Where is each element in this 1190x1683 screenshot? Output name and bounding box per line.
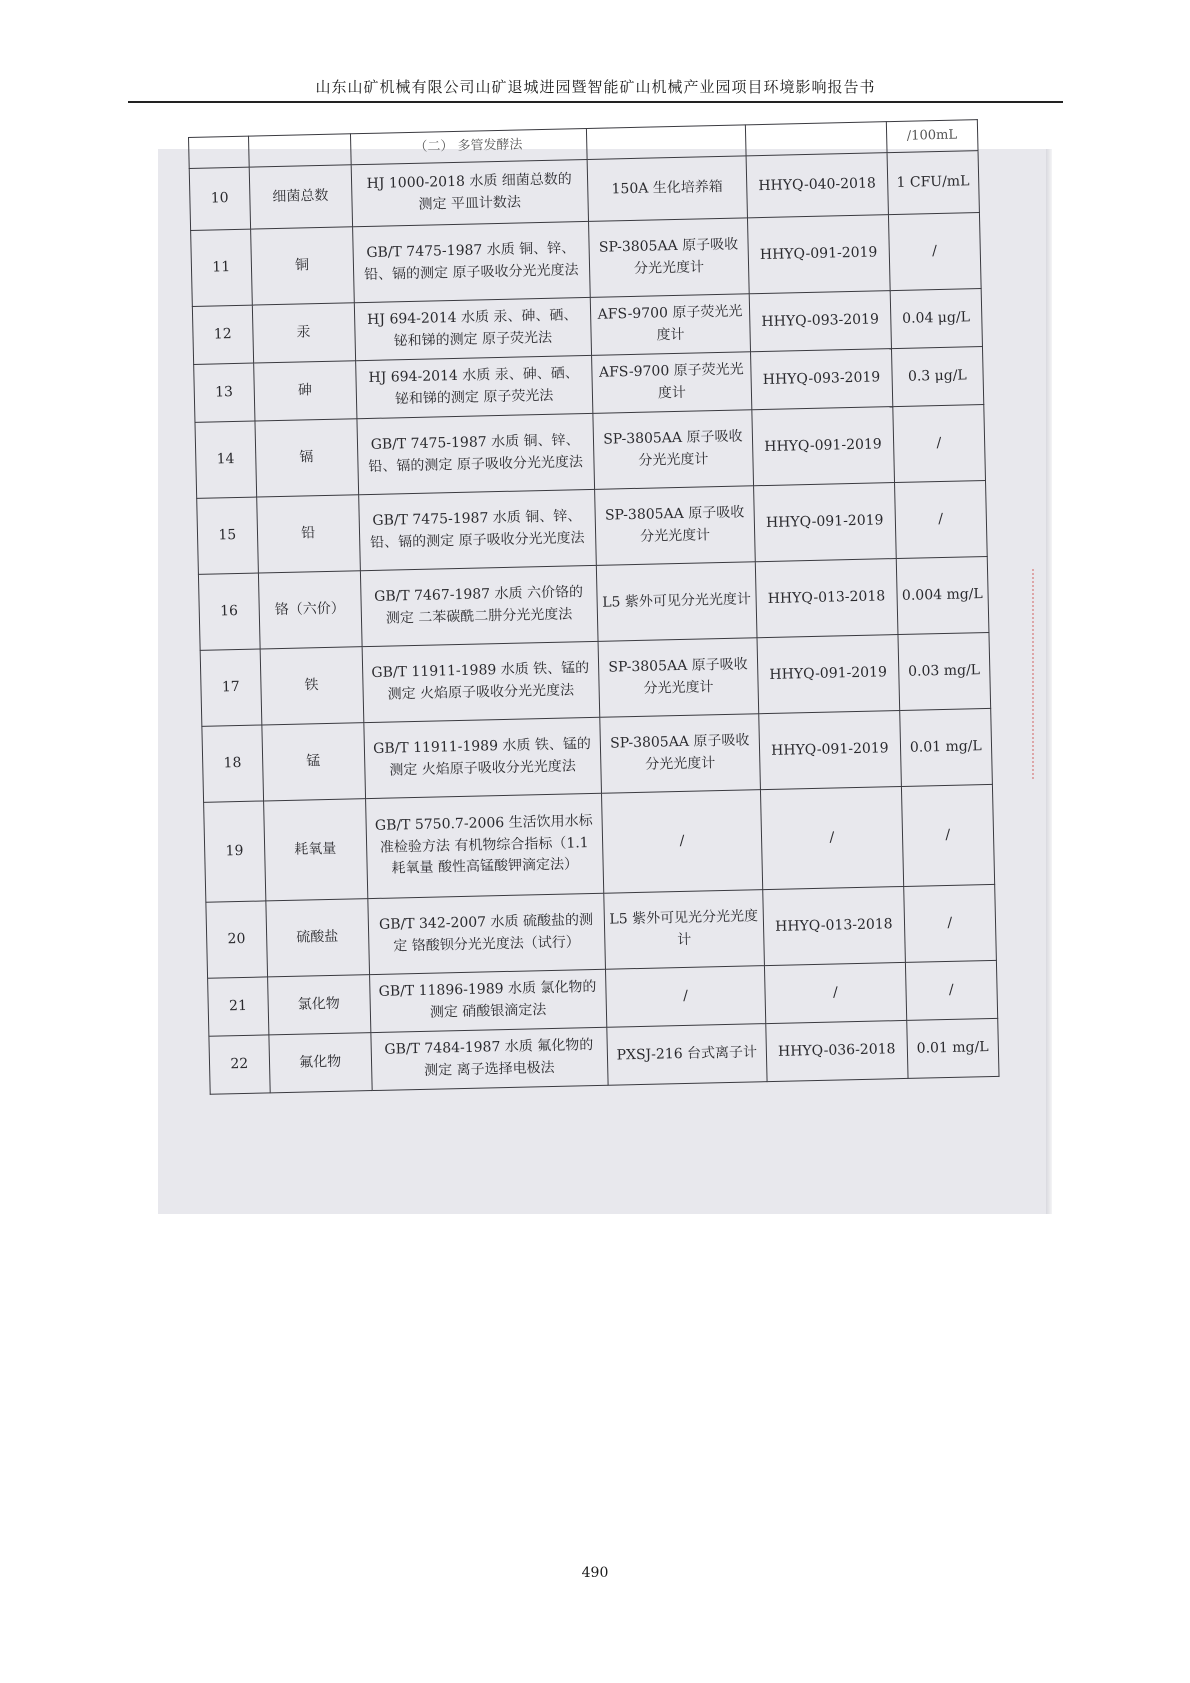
cell-code: / bbox=[761, 786, 904, 889]
cell-instrument: SP-3805AA 原子吸收分光光度计 bbox=[598, 638, 759, 718]
cell-method: GB/T 5750.7-2006 生活饮用水标准检验方法 有机物综合指标（1.1 耗氧量 酸性高锰酸钾滴定法） bbox=[365, 793, 603, 898]
cell-method: GB/T 11911-1989 水质 铁、锰的测定 火焰原子吸收分光光度法 bbox=[362, 641, 600, 722]
cell-item: 细菌总数 bbox=[249, 165, 352, 229]
cell-instrument: SP-3805AA 原子吸收分光光度计 bbox=[593, 410, 754, 490]
cell-method: GB/T 7475-1987 水质 铜、锌、铅、镉的测定 原子吸收分光光度法 bbox=[352, 221, 590, 302]
cell-item: 硫酸盐 bbox=[265, 899, 369, 977]
cell-instrument: L5 紫外可见分光光度计 bbox=[596, 562, 757, 642]
cell-instrument: SP-3805AA 原子吸收分光光度计 bbox=[588, 218, 749, 298]
cell-method: GB/T 342-2007 水质 硫酸盐的测定 铬酸钡分光光度法（试行） bbox=[367, 893, 605, 974]
scanned-table-image bbox=[158, 127, 1052, 1214]
cell-no: 16 bbox=[198, 573, 259, 650]
cell-instrument: AFS-9700 原子荧光光度计 bbox=[591, 352, 752, 414]
cell-method: HJ 1000-2018 水质 细菌总数的测定 平皿计数法 bbox=[351, 159, 588, 226]
cell-item: 镉 bbox=[255, 419, 359, 497]
cell-no: 19 bbox=[204, 801, 266, 902]
cell-no: 18 bbox=[202, 725, 263, 802]
cell-limit: 0.01 mg/L bbox=[906, 1018, 999, 1078]
cell-code: HHYQ-036-2018 bbox=[766, 1020, 908, 1081]
cell-item: 氟化物 bbox=[268, 1033, 371, 1093]
cell-instrument: SP-3805AA 原子吸收分光光度计 bbox=[594, 486, 755, 566]
table-wrapper bbox=[188, 119, 1000, 1095]
cell-no: 12 bbox=[192, 305, 253, 364]
cell-limit: / bbox=[894, 480, 987, 558]
cell-no: 20 bbox=[206, 901, 267, 978]
cell-method: HJ 694-2014 水质 汞、砷、硒、铋和锑的测定 原子荧光法 bbox=[355, 355, 592, 418]
cell-method: GB/T 7467-1987 水质 六价铬的测定 二苯碳酰二肼分光光度法 bbox=[360, 565, 598, 646]
cell-limit: 0.04 μg/L bbox=[890, 289, 983, 349]
cell-method: GB/T 11911-1989 水质 铁、锰的测定 火焰原子吸收分光光度法 bbox=[363, 717, 601, 798]
cell-method: （二） 多管发酵法 bbox=[350, 128, 587, 164]
cell-instrument: / bbox=[601, 790, 763, 894]
cell-code: HHYQ-091-2019 bbox=[754, 483, 896, 562]
cell-limit: 0.004 mg/L bbox=[896, 556, 989, 634]
cell-item: 铅 bbox=[256, 495, 360, 573]
cell-no: 14 bbox=[195, 421, 256, 498]
cell-no: 11 bbox=[191, 229, 252, 306]
cell-item: 汞 bbox=[252, 303, 355, 363]
table-body bbox=[189, 120, 1000, 1095]
cell-code: HHYQ-091-2019 bbox=[752, 407, 894, 486]
cell-limit: 0.03 mg/L bbox=[898, 632, 991, 710]
cell-code bbox=[746, 122, 887, 156]
cell-code: HHYQ-093-2019 bbox=[751, 349, 893, 410]
cell-no bbox=[189, 136, 249, 168]
cell-limit: / bbox=[901, 784, 995, 886]
cell-no: 17 bbox=[200, 649, 261, 726]
cell-item: 铬（六价） bbox=[258, 571, 362, 649]
page-number: 490 bbox=[581, 1565, 609, 1581]
cell-limit: / bbox=[905, 960, 998, 1020]
cell-limit: 0.01 mg/L bbox=[899, 708, 992, 786]
header-divider bbox=[128, 101, 1063, 103]
cell-method: GB/T 7475-1987 水质 铜、锌、铅、镉的测定 原子吸收分光光度法 bbox=[358, 489, 596, 570]
cell-code: HHYQ-040-2018 bbox=[746, 153, 888, 218]
cell-instrument: L5 紫外可见光分光光度计 bbox=[603, 890, 764, 970]
cell-code: HHYQ-013-2018 bbox=[763, 886, 905, 965]
cell-item: 铜 bbox=[250, 227, 354, 305]
cell-item: 锰 bbox=[261, 723, 365, 801]
cell-item: 铁 bbox=[260, 647, 364, 725]
cell-instrument: PXSJ-216 台式离子计 bbox=[606, 1024, 767, 1086]
cell-limit: / bbox=[903, 884, 996, 962]
cell-limit: / bbox=[888, 213, 981, 291]
cell-method: GB/T 11896-1989 水质 氯化物的测定 硝酸银滴定法 bbox=[369, 969, 606, 1032]
cell-item: 耗氧量 bbox=[263, 799, 367, 901]
cell-instrument: AFS-9700 原子荧光光度计 bbox=[590, 294, 751, 356]
seal-stain bbox=[1032, 569, 1044, 779]
cell-method: GB/T 7484-1987 水质 氟化物的测定 离子选择电极法 bbox=[370, 1027, 607, 1090]
cell-limit: /100mL bbox=[886, 120, 978, 153]
cell-code: HHYQ-093-2019 bbox=[749, 291, 891, 352]
cell-no: 22 bbox=[209, 1035, 270, 1094]
cell-method: GB/T 7475-1987 水质 铜、锌、铅、镉的测定 原子吸收分光光度法 bbox=[357, 413, 595, 494]
table-row bbox=[204, 784, 995, 902]
cell-code: HHYQ-091-2019 bbox=[757, 635, 899, 714]
cell-instrument: / bbox=[605, 966, 766, 1028]
test-methods-table bbox=[188, 119, 1000, 1095]
cell-instrument: 150A 生化培养箱 bbox=[587, 156, 748, 222]
cell-limit: 1 CFU/mL bbox=[887, 151, 980, 215]
cell-code: HHYQ-091-2019 bbox=[759, 711, 901, 790]
cell-no: 13 bbox=[194, 363, 255, 422]
cell-code: / bbox=[765, 962, 907, 1023]
cell-no: 21 bbox=[208, 977, 269, 1036]
cell-instrument: SP-3805AA 原子吸收分光光度计 bbox=[599, 714, 760, 794]
cell-item: 氯化物 bbox=[267, 975, 370, 1035]
page-header: 山东山矿机械有限公司山矿退城进园暨智能矿山机械产业园项目环境影响报告书 bbox=[315, 78, 876, 96]
cell-code: HHYQ-091-2019 bbox=[748, 215, 890, 294]
cell-code: HHYQ-013-2018 bbox=[755, 559, 897, 638]
cell-no: 10 bbox=[189, 167, 250, 230]
cell-limit: 0.3 μg/L bbox=[891, 347, 984, 407]
cell-instrument bbox=[586, 125, 746, 160]
cell-item bbox=[248, 134, 351, 167]
cell-no: 15 bbox=[197, 497, 258, 574]
scan-edge bbox=[1046, 149, 1052, 1214]
cell-item: 砷 bbox=[253, 361, 356, 421]
cell-limit: / bbox=[892, 405, 985, 483]
cell-method: HJ 694-2014 水质 汞、砷、硒、铋和锑的测定 原子荧光法 bbox=[354, 297, 591, 360]
